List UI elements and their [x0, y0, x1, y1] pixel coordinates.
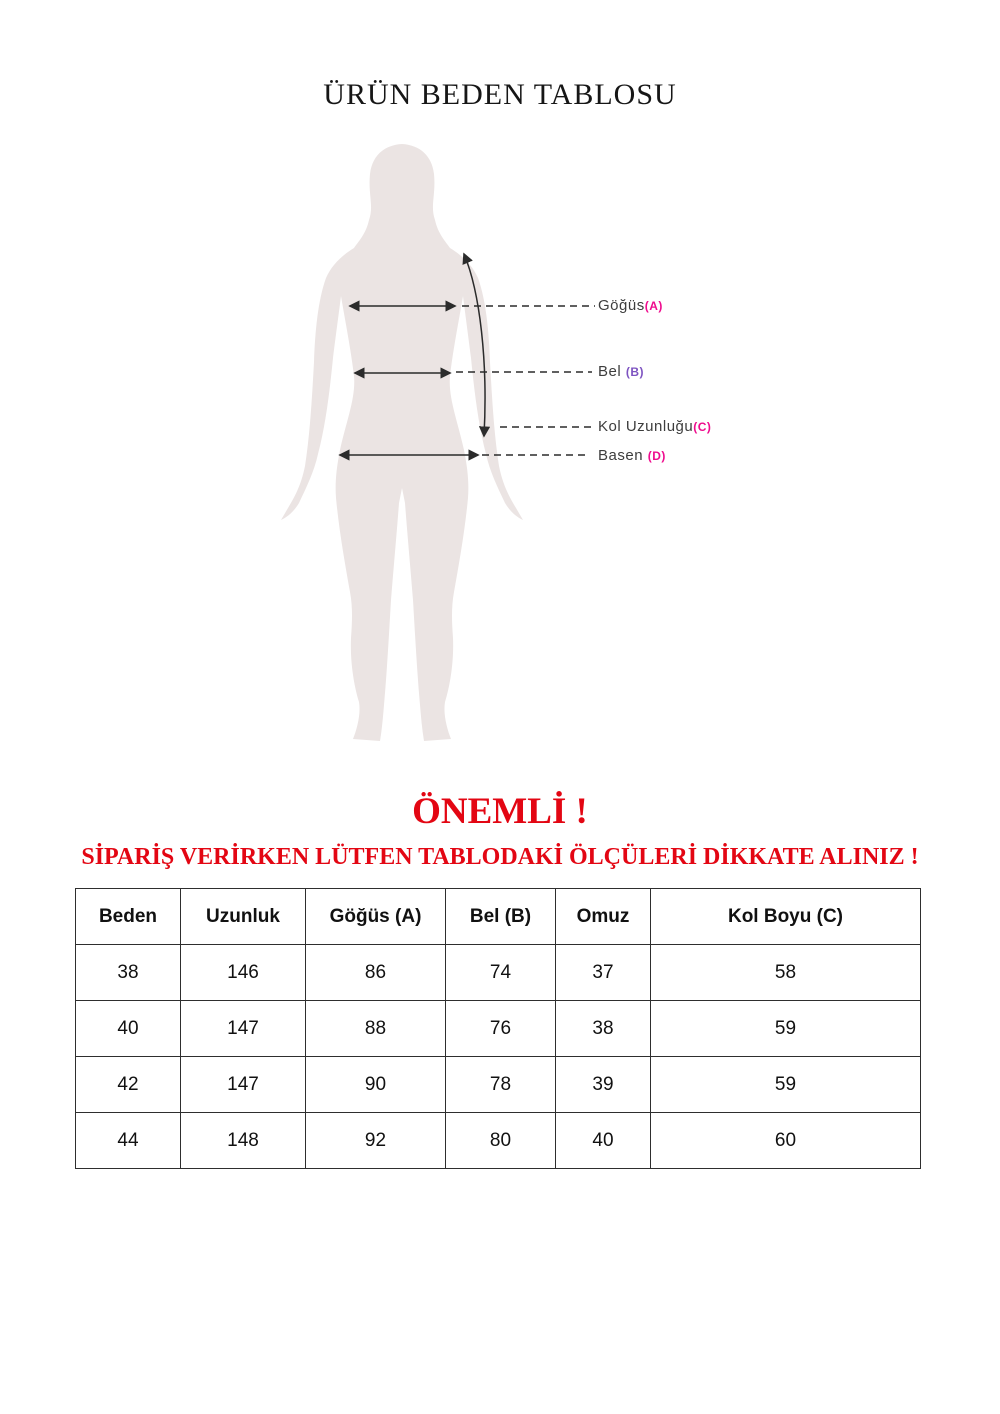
hip-label-letter: (D)	[647, 449, 666, 463]
table-cell: 40	[76, 1001, 181, 1057]
table-cell: 76	[446, 1001, 556, 1057]
table-cell: 148	[181, 1113, 306, 1169]
table-cell: 90	[306, 1057, 446, 1113]
body-measurement-diagram	[250, 140, 750, 760]
table-cell: 37	[556, 945, 651, 1001]
table-cell: 38	[76, 945, 181, 1001]
table-row	[76, 945, 921, 1001]
table-cell: 38	[556, 1001, 651, 1057]
column-header: Beden	[76, 889, 181, 945]
arm-length-label	[598, 418, 711, 435]
hip-label	[598, 447, 666, 464]
hip-label-text: Basen	[598, 447, 648, 464]
table-cell: 58	[651, 945, 921, 1001]
body-silhouette-half	[281, 144, 402, 741]
warning-text: SİPARİŞ VERİRKEN LÜTFEN TABLODAKİ ÖLÇÜLERİ DİKKATE ALINIZ !	[81, 844, 919, 870]
table-cell: 59	[651, 1057, 921, 1113]
table-cell: 42	[76, 1057, 181, 1113]
table-cell: 60	[651, 1113, 921, 1169]
arm-length-label-letter: (C)	[693, 420, 712, 434]
table-cell: 44	[76, 1113, 181, 1169]
waist-label-text: Bel	[598, 363, 626, 380]
table-cell: 59	[651, 1001, 921, 1057]
waist-label	[598, 363, 644, 380]
waist-label-letter: (B)	[625, 365, 645, 379]
table-cell: 80	[446, 1113, 556, 1169]
chest-label-letter: (A)	[644, 299, 663, 313]
size-table	[75, 888, 921, 1169]
size-table-header-row	[76, 889, 921, 945]
table-cell: 86	[306, 945, 446, 1001]
chest-label	[598, 297, 663, 314]
table-cell: 40	[556, 1113, 651, 1169]
table-cell: 88	[306, 1001, 446, 1057]
important-heading: ÖNEMLİ !	[412, 791, 588, 832]
chest-label-text: Göğüs	[598, 297, 645, 314]
body-silhouette	[281, 144, 523, 741]
table-cell: 78	[446, 1057, 556, 1113]
arm-length-label-text: Kol Uzunluğu	[598, 418, 694, 435]
table-cell: 92	[306, 1113, 446, 1169]
table-row	[76, 1057, 921, 1113]
table-row	[76, 1113, 921, 1169]
column-header: Göğüs (A)	[306, 889, 446, 945]
table-cell: 74	[446, 945, 556, 1001]
body-silhouette-mirror	[402, 144, 523, 741]
column-header: Kol Boyu (C)	[651, 889, 921, 945]
table-row	[76, 1001, 921, 1057]
column-header: Uzunluk	[181, 889, 306, 945]
table-cell: 39	[556, 1057, 651, 1113]
column-header: Omuz	[556, 889, 651, 945]
size-table-body	[76, 945, 921, 1169]
table-cell: 147	[181, 1001, 306, 1057]
page-title: ÜRÜN BEDEN TABLOSU	[323, 78, 677, 111]
table-cell: 146	[181, 945, 306, 1001]
column-header: Bel (B)	[446, 889, 556, 945]
table-cell: 147	[181, 1057, 306, 1113]
